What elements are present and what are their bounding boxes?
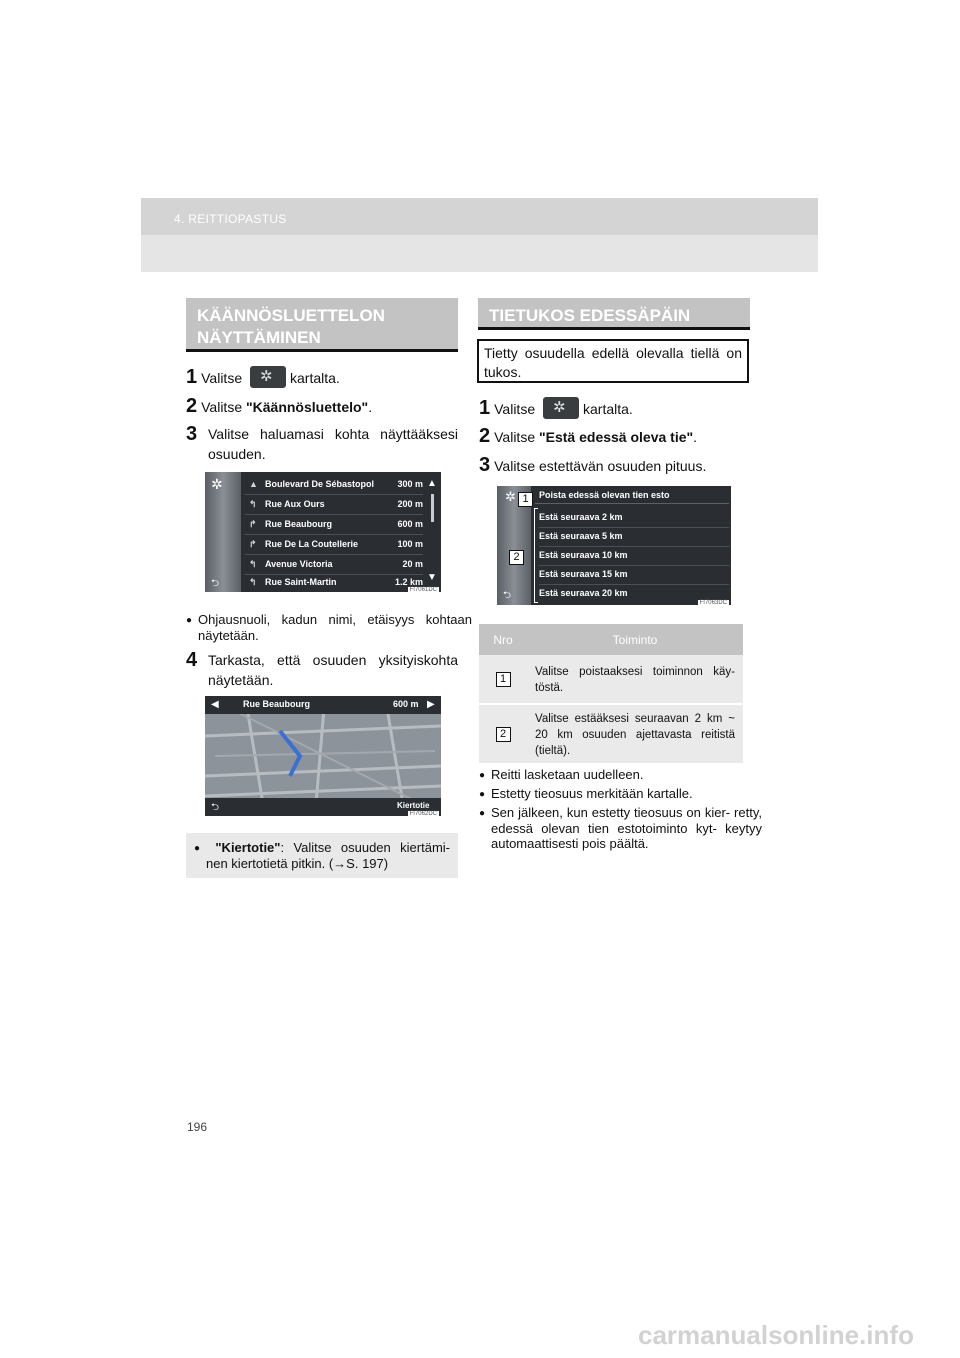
list-item: ↱ Rue Beaubourg 600 m (245, 514, 423, 535)
list-item[interactable]: Estä seuraava 15 km (539, 565, 729, 585)
scrollbar (431, 494, 434, 522)
gear-icon: ✲ (543, 397, 579, 419)
list-item[interactable]: Estä seuraava 5 km (539, 527, 729, 547)
right-section-title: TIETUKOS EDESSÄPÄIN (478, 298, 750, 330)
back-icon: ⮌ (503, 590, 512, 601)
list-item: ↱ Rue De La Coutellerie 100 m (245, 534, 423, 555)
unblock-button[interactable]: Poista edessä olevan tien esto (539, 490, 670, 500)
list-item: ↰ Rue Saint-Martin 1.2 km (249, 577, 423, 587)
left-step-1: 1 Valitse ✲ kartalta. (186, 366, 340, 388)
prev-arrow-icon: ◀ (211, 699, 219, 710)
detour-label: Kiertotie (397, 801, 430, 810)
map-graphic (205, 696, 441, 816)
next-arrow-icon: ▶ (427, 699, 435, 710)
list-item[interactable]: Estä seuraava 2 km (539, 508, 729, 528)
gear-icon: ✲ (505, 489, 516, 504)
map-detail-screenshot: ◀ Rue Beaubourg 600 m ▶ ⮌ Kiertotie FI7062DC (205, 696, 441, 816)
list-item: ▲ Boulevard De Sébastopol 300 m (245, 474, 423, 495)
table-row: 1 Valitse poistaaksesi toiminnon käy- töstä. (479, 655, 743, 704)
right-step-3: 3 Valitse estettävän osuuden pituus. (479, 454, 707, 476)
table-header-toiminto: Toiminto (527, 624, 743, 655)
gear-icon: ✲ (211, 476, 223, 492)
right-step-2: 2 Valitse "Estä edessä oleva tie". (479, 425, 698, 447)
function-table (479, 624, 743, 763)
left-bullet-1: ● Ohjausnuoli, kadun nimi, etäisyys kohtaan näytetään. (186, 612, 472, 643)
right-bullet-1: ● Reitti lasketaan uudelleen. (479, 767, 762, 783)
section-label: 4. REITTIOPASTUS (174, 212, 287, 226)
callout-2: 2 (509, 550, 524, 565)
kiertotie-note: ● "Kiertotie": Valitse osuuden kiertämi- nen kiertotietä pitkin. (→S. 197) (186, 833, 458, 878)
table-header-nro: Nro (479, 624, 527, 655)
scroll-up-icon: ▲ (427, 478, 437, 489)
left-section-title: KÄÄNNÖSLUETTELON NÄYTTÄMINEN (186, 298, 458, 352)
callout-1: 1 (518, 492, 533, 507)
gear-icon: ✲ (250, 366, 286, 388)
list-item: ↰ Rue Aux Ours 200 m (245, 494, 423, 515)
back-icon: ⮌ (211, 578, 220, 589)
list-item[interactable]: Estä seuraava 10 km (539, 546, 729, 566)
table-row: 2 Valitse estääksesi seuraavan 2 km ~ 20 km osuuden ajettavasta reitistä (tieltä). (479, 704, 743, 763)
page-number: 196 (187, 1120, 208, 1134)
map-street: Rue Beaubourg (243, 699, 311, 709)
left-step-2: 2 Valitse "Käännösluettelo". (186, 395, 373, 417)
right-step-1: 1 Valitse ✲ kartalta. (479, 397, 633, 419)
left-step-4: 4 Tarkasta, että osuuden yksityiskohta näytetään. (186, 649, 458, 688)
right-bullet-2: ● Estetty tieosuus merkitään kartalle. (479, 786, 762, 802)
bracket (534, 508, 538, 603)
turn-list-screenshot: ✲ ⮌ ▲ Boulevard De Sébastopol 300 m ↰ Rue Aux Ours 200 m ↱ Rue Beaubourg 600 m ↱ Rue De La Coutellerie 100 m ↰ Avenue Victoria 20 m ↰ Rue Saint-Martin 1.2 km ▲ ▼ FI7061DC (205, 472, 441, 592)
back-icon: ⮌ (211, 802, 220, 813)
list-item[interactable]: Estä seuraava 20 km (539, 588, 628, 598)
right-bullet-3: ● Sen jälkeen, kun estetty tieosuus on kier- retty, edessä olevan tien estotoiminto kyt- keytyy automaattisesti pois päältä. (479, 805, 762, 851)
left-step-3: 3 Valitse haluamasi kohta näyttääksesi osuuden. (186, 423, 458, 462)
block-road-screenshot: ✲ ⮌ Poista edessä olevan tien esto Estä seuraava 2 km Estä seuraava 5 km Estä seuraava 10 km Estä seuraava 15 km Estä seuraava 20 km 1 2 FI7063DC (497, 486, 731, 605)
watermark: carmanualsonline.info (638, 1320, 914, 1350)
list-item: ↰ Avenue Victoria 20 m (245, 554, 423, 575)
map-distance: 600 m (393, 699, 419, 709)
intro-box: Tietty osuudella edellä olevalla tiellä on tukos. (477, 339, 749, 383)
scroll-down-icon: ▼ (427, 572, 437, 583)
